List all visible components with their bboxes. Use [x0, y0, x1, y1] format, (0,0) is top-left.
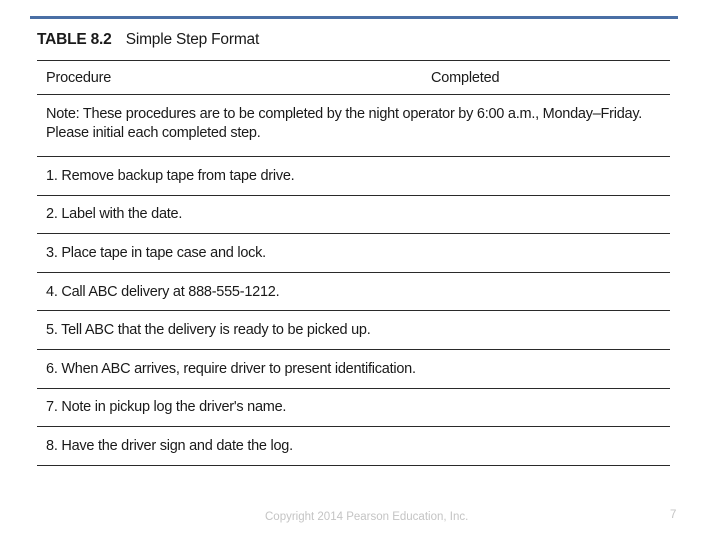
footer-copyright: Copyright 2014 Pearson Education, Inc.	[265, 511, 469, 523]
column-header-procedure: Procedure	[46, 70, 112, 86]
note-row	[37, 95, 670, 157]
step-text: 7. Note in pickup log the driver's name.	[46, 399, 287, 416]
step-row-1	[37, 157, 670, 196]
step-text: 1. Remove backup tape from tape drive.	[46, 167, 295, 184]
step-row-5	[37, 311, 670, 350]
step-row-3	[37, 234, 670, 273]
table-number: TABLE 8.2	[37, 31, 112, 48]
table-header-row	[37, 61, 670, 95]
note-line-2: Please initial each completed step.	[46, 125, 261, 141]
table-title: Simple Step Format	[125, 31, 260, 48]
step-text: 5. Tell ABC that the delivery is ready to be picked up.	[46, 322, 371, 339]
step-text: 8. Have the driver sign and date the log.	[46, 437, 293, 454]
top-accent-rule	[30, 16, 678, 19]
step-row-7	[37, 389, 670, 428]
note-line-1: Note: These procedures are to be completed by the night operator by 6:00 a.m., Monday–Friday.	[46, 106, 643, 122]
footer-page-number: 7	[670, 509, 677, 521]
step-table	[37, 60, 670, 466]
table-caption	[37, 31, 259, 51]
step-row-4	[37, 273, 670, 312]
step-text: 4. Call ABC delivery at 888-555-1212.	[46, 283, 280, 300]
step-row-2	[37, 196, 670, 235]
step-text: 6. When ABC arrives, require driver to present identification.	[46, 360, 416, 377]
step-text: 2. Label with the date.	[46, 206, 183, 223]
step-text: 3. Place tape in tape case and lock.	[46, 244, 266, 261]
step-row-8	[37, 427, 670, 466]
column-header-completed: Completed	[431, 70, 500, 86]
step-row-6	[37, 350, 670, 389]
